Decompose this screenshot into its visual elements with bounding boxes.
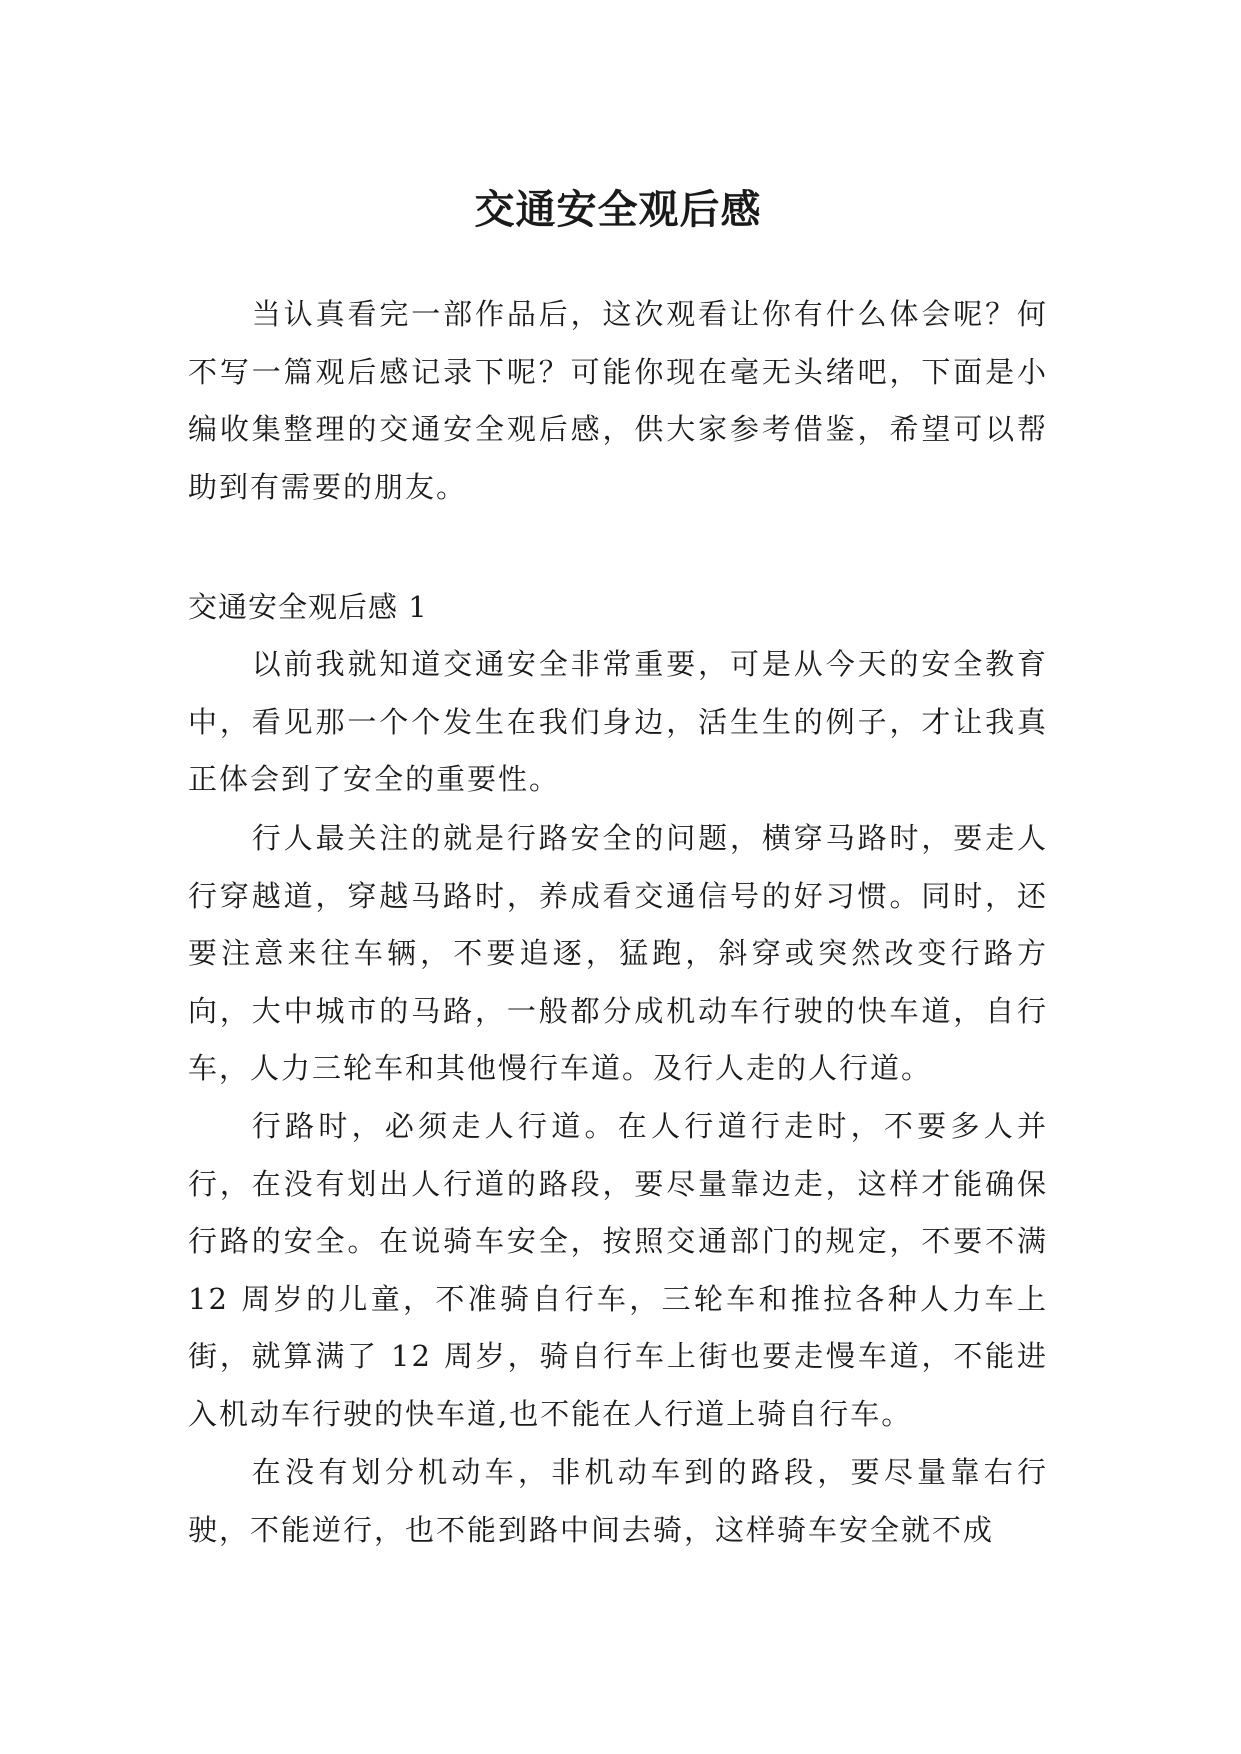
document-title: 交通安全观后感: [474, 186, 762, 233]
body-paragraph: 行人最关注的就是行路安全的问题，横穿马路时，要走人行穿越道，穿越马路时，养成看交通信号的好习惯。同时，还要注意来往车辆，不要追逐，猛跑，斜穿或突然改变行路方向，大中城市的马路，一般都分成机动车行驶的快车道，自行车，人力三轮车和其他慢行车道。及行人走的人行道。: [188, 821, 1048, 1086]
body-paragraph: 行路时，必须走人行道。在人行道行走时，不要多人并行，在没有划出人行道的路段，要尽量靠边走，这样才能确保行路的安全。在说骑车安全，按照交通部门的规定，不要不满 12 周岁的儿童，不准骑自行车，三轮车和推拉各种人力车上街，就算满了 12 周岁，骑自行车上街也要走慢车道，不能进入机动车行驶的快车道,也不能在人行道上骑自行车。: [188, 1109, 1048, 1431]
section-heading: 交通安全观后感 1: [188, 590, 428, 624]
document-page: [188, 0, 1048, 1754]
body-paragraph: 以前我就知道交通安全非常重要，可是从今天的安全教育中，看见那一个个发生在我们身边，活生生的例子，才让我真正体会到了安全的重要性。: [188, 647, 1048, 797]
body-paragraph: 在没有划分机动车，非机动车到的路段，要尽量靠右行驶，不能逆行，也不能到路中间去骑，这样骑车安全就不成: [188, 1455, 1048, 1547]
intro-paragraph: 当认真看完一部作品后，这次观看让你有什么体会呢？何不写一篇观后感记录下呢？可能你现在毫无头绪吧，下面是小编收集整理的交通安全观后感，供大家参考借鉴，希望可以帮助到有需要的朋友。: [188, 297, 1048, 504]
